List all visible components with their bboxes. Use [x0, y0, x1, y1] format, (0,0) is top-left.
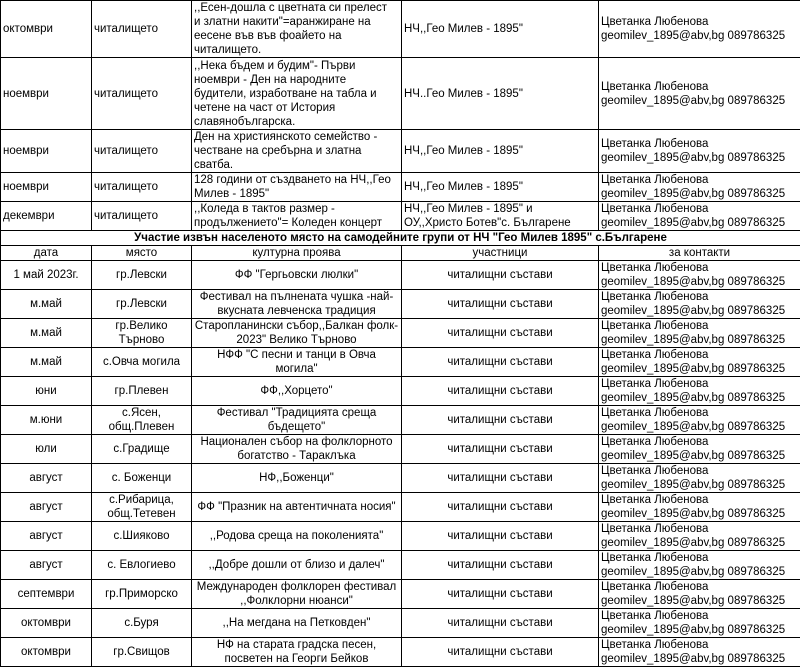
outside-place	[92, 435, 192, 464]
outside-participants-line: читалищни състави	[404, 297, 596, 311]
event-month-line: ноември	[3, 144, 89, 158]
event-place	[92, 173, 192, 202]
outside-event-row	[1, 638, 800, 667]
event-month-line: декември	[3, 209, 89, 223]
header-event: културна проява	[192, 246, 402, 261]
event-description-line: ноември - Ден на народните	[194, 73, 399, 87]
header-participants: участници	[402, 246, 599, 261]
outside-event-row	[1, 493, 800, 522]
outside-date	[1, 435, 92, 464]
outside-place	[92, 551, 192, 580]
outside-contact-line: Цветанка Любенова	[601, 580, 798, 594]
outside-contact	[599, 290, 800, 319]
event-description-line: читалището.	[194, 43, 399, 57]
event-place	[92, 202, 192, 231]
event-place-line: читалището	[94, 144, 189, 158]
event-contact-line: geomilev_1895@abv,bg 089786325	[601, 29, 798, 43]
local-event-row	[1, 58, 800, 130]
outside-contact-line: geomilev_1895@abv,bg 089786325	[601, 623, 798, 637]
outside-participants-line: читалищни състави	[404, 413, 596, 427]
outside-contact-line: geomilev_1895@abv,bg 089786325	[601, 420, 798, 434]
local-event-row	[1, 173, 800, 202]
outside-contact	[599, 319, 800, 348]
event-description-line: 128 години от създването на НЧ,,Гео	[194, 173, 399, 187]
event-contact	[599, 202, 800, 231]
outside-contact-line: Цветанка Любенова	[601, 290, 798, 304]
outside-date-line: август	[3, 500, 89, 514]
outside-date	[1, 493, 92, 522]
event-description-line: еесене във във фоайето на	[194, 29, 399, 43]
outside-date	[1, 580, 92, 609]
outside-contact-line: Цветанка Любенова	[601, 406, 798, 420]
outside-event-line: бъдещето"	[194, 420, 399, 434]
outside-event-row	[1, 348, 800, 377]
outside-event	[192, 406, 402, 435]
event-contact-line: Цветанка Любенова	[601, 80, 798, 94]
outside-place-line: с. Евлогиево	[94, 558, 189, 572]
outside-contact-line: Цветанка Любенова	[601, 493, 798, 507]
outside-date	[1, 609, 92, 638]
outside-contact-line: Цветанка Любенова	[601, 638, 798, 652]
outside-contact	[599, 348, 800, 377]
outside-event-line: Национален събор на фолклорното	[194, 435, 399, 449]
outside-place-line: с. Боженци	[94, 471, 189, 485]
outside-participants-line: читалищни състави	[404, 645, 596, 659]
outside-participants	[402, 319, 599, 348]
outside-participants	[402, 638, 599, 667]
outside-place	[92, 522, 192, 551]
outside-event-line: могила"	[194, 362, 399, 376]
outside-event-line: Фестивал "Традицията среща	[194, 406, 399, 420]
event-month	[1, 202, 92, 231]
outside-place	[92, 493, 192, 522]
outside-event-row	[1, 406, 800, 435]
outside-date	[1, 261, 92, 290]
outside-contact-line: Цветанка Любенова	[601, 609, 798, 623]
outside-event-row	[1, 551, 800, 580]
event-month	[1, 173, 92, 202]
outside-participants-line: читалищни състави	[404, 529, 596, 543]
event-contact	[599, 58, 800, 130]
event-contact	[599, 130, 800, 173]
outside-date-line: август	[3, 471, 89, 485]
outside-event	[192, 522, 402, 551]
section-title: Участие извън населеното място на самодейните групи от НЧ "Гео Милев 1895" с.Българене	[1, 231, 800, 246]
outside-place	[92, 319, 192, 348]
outside-place	[92, 348, 192, 377]
event-contact-line: geomilev_1895@abv,bg 089786325	[601, 151, 798, 165]
header-place: място	[92, 246, 192, 261]
outside-contact-line: geomilev_1895@abv,bg 089786325	[601, 478, 798, 492]
outside-place-line: гр.Левски	[94, 268, 189, 282]
outside-participants-line: читалищни състави	[404, 326, 596, 340]
outside-place-line: гр.Свищов	[94, 645, 189, 659]
outside-contact-line: geomilev_1895@abv,bg 089786325	[601, 275, 798, 289]
outside-date	[1, 551, 92, 580]
outside-participants-line: читалищни състави	[404, 500, 596, 514]
outside-place	[92, 638, 192, 667]
event-description-line: Ден на християнското семейство -	[194, 130, 399, 144]
outside-contact-line: geomilev_1895@abv,bg 089786325	[601, 304, 798, 318]
outside-place	[92, 464, 192, 493]
event-participants	[402, 173, 599, 202]
outside-date	[1, 348, 92, 377]
outside-event-line: ФФ,,Хорцето"	[194, 384, 399, 398]
outside-event	[192, 348, 402, 377]
outside-contact-line: Цветанка Любенова	[601, 377, 798, 391]
outside-date-line: м.май	[3, 326, 89, 340]
event-participants-line: НЧ,,Гео Милев - 1895"	[404, 144, 596, 158]
event-participants	[402, 202, 599, 231]
outside-contact-line: Цветанка Любенова	[601, 551, 798, 565]
outside-place-line: общ.Тетевен	[94, 507, 189, 521]
outside-event-line: ,,Добре дошли от близо и далеч"	[194, 558, 399, 572]
event-month-line: октомври	[3, 22, 89, 36]
event-participants	[402, 58, 599, 130]
event-description-line: славянобългарска.	[194, 115, 399, 129]
outside-event	[192, 290, 402, 319]
outside-event-row	[1, 261, 800, 290]
outside-event-row	[1, 580, 800, 609]
outside-event	[192, 377, 402, 406]
event-description-line: Милев - 1895"	[194, 187, 399, 201]
outside-date-line: м.май	[3, 355, 89, 369]
outside-event-line: НФФ "С песни и танци в Овча	[194, 348, 399, 362]
outside-event-line: ФФ "Гергьовски люлки"	[194, 268, 399, 282]
outside-participants-line: читалищни състави	[404, 442, 596, 456]
outside-event-row	[1, 464, 800, 493]
outside-contact-line: geomilev_1895@abv,bg 089786325	[601, 391, 798, 405]
event-participants-line: НЧ,,Гео Милев - 1895" и	[404, 202, 596, 216]
outside-event-row	[1, 290, 800, 319]
outside-participants	[402, 290, 599, 319]
event-month	[1, 1, 92, 58]
outside-participants-line: читалищни състави	[404, 587, 596, 601]
outside-date-line: август	[3, 558, 89, 572]
outside-contact-line: Цветанка Любенова	[601, 435, 798, 449]
outside-participants-line: читалищни състави	[404, 616, 596, 630]
outside-participants	[402, 609, 599, 638]
outside-contact-line: Цветанка Любенова	[601, 464, 798, 478]
outside-date-line: септември	[3, 587, 89, 601]
outside-event-line: вкусната левченска традиция	[194, 304, 399, 318]
event-participants-line: ОУ,,Христо Ботев"с. Българене	[404, 216, 596, 230]
outside-contact-line: Цветанка Любенова	[601, 319, 798, 333]
outside-date	[1, 377, 92, 406]
outside-participants-line: читалищни състави	[404, 384, 596, 398]
outside-contact-line: geomilev_1895@abv,bg 089786325	[601, 362, 798, 376]
outside-event-row	[1, 522, 800, 551]
outside-contact-line: Цветанка Любенова	[601, 261, 798, 275]
outside-date-line: октомври	[3, 616, 89, 630]
outside-contact	[599, 638, 800, 667]
outside-events-body	[1, 261, 800, 667]
outside-date-line: октомври	[3, 645, 89, 659]
event-place-line: читалището	[94, 87, 189, 101]
outside-contact	[599, 580, 800, 609]
outside-participants	[402, 522, 599, 551]
outside-place-line: гр.Велико	[94, 319, 189, 333]
outside-contact	[599, 377, 800, 406]
outside-event-line: посветен на Георги Бейков	[194, 652, 399, 666]
outside-date-line: август	[3, 529, 89, 543]
event-contact	[599, 173, 800, 202]
event-place-line: читалището	[94, 209, 189, 223]
local-event-row	[1, 1, 800, 58]
event-contact-line: Цветанка Любенова	[601, 202, 798, 216]
event-description-line: сватба.	[194, 158, 399, 172]
outside-place	[92, 377, 192, 406]
outside-contact-line: geomilev_1895@abv,bg 089786325	[601, 333, 798, 347]
outside-event	[192, 493, 402, 522]
outside-participants-line: читалищни състави	[404, 471, 596, 485]
event-contact-line: Цветанка Любенова	[601, 137, 798, 151]
outside-date-line: юни	[3, 384, 89, 398]
local-event-row	[1, 202, 800, 231]
outside-date	[1, 290, 92, 319]
outside-participants	[402, 580, 599, 609]
outside-event	[192, 261, 402, 290]
event-description	[192, 202, 402, 231]
event-month-line: ноември	[3, 87, 89, 101]
event-description-line: ,,Нека бъдем и будим"- Първи	[194, 59, 399, 73]
event-description-line: продължението"= Коледен концерт	[194, 216, 399, 230]
event-place-line: читалището	[94, 22, 189, 36]
outside-event	[192, 609, 402, 638]
event-description-line: будители, изработване на табла и	[194, 87, 399, 101]
event-description	[192, 1, 402, 58]
outside-participants	[402, 435, 599, 464]
outside-place-line: с.Рибарица,	[94, 493, 189, 507]
event-contact-line: Цветанка Любенова	[601, 173, 798, 187]
outside-contact-line: geomilev_1895@abv,bg 089786325	[601, 449, 798, 463]
outside-contact-line: geomilev_1895@abv,bg 089786325	[601, 565, 798, 579]
outside-event-line: 2023" Велико Търново	[194, 333, 399, 347]
outside-participants	[402, 464, 599, 493]
outside-contact	[599, 406, 800, 435]
outside-contact	[599, 493, 800, 522]
local-event-row	[1, 130, 800, 173]
outside-place	[92, 290, 192, 319]
outside-place	[92, 261, 192, 290]
outside-date	[1, 638, 92, 667]
event-description-line: ,,Коледа в тактов размер -	[194, 202, 399, 216]
event-description-line: четене на част от История	[194, 101, 399, 115]
outside-place-line: гр.Левски	[94, 297, 189, 311]
outside-event-row	[1, 377, 800, 406]
outside-place-line: с.Градище	[94, 442, 189, 456]
event-description	[192, 173, 402, 202]
outside-date-line: 1 май 2023г.	[3, 268, 89, 282]
outside-date-line: м.май	[3, 297, 89, 311]
event-participants	[402, 130, 599, 173]
outside-participants	[402, 348, 599, 377]
header-date: дата	[1, 246, 92, 261]
event-description-line: ,,Есен-дошла с цветната си прелест	[194, 1, 399, 15]
outside-event	[192, 319, 402, 348]
outside-event	[192, 638, 402, 667]
outside-event-line: ,,Фолклорни нюанси"	[194, 594, 399, 608]
outside-event-line: НФ,,Боженци"	[194, 471, 399, 485]
outside-event	[192, 435, 402, 464]
outside-place-line: гр.Приморско	[94, 587, 189, 601]
outside-contact-line: geomilev_1895@abv,bg 089786325	[601, 507, 798, 521]
outside-date-line: м.юни	[3, 413, 89, 427]
outside-place-line: с.Буря	[94, 616, 189, 630]
event-participants-line: НЧ..Гео Милев - 1895"	[404, 87, 596, 101]
outside-participants	[402, 493, 599, 522]
outside-contact	[599, 464, 800, 493]
outside-place-line: с.Ясен,	[94, 406, 189, 420]
local-events-section	[1, 1, 800, 231]
event-place	[92, 130, 192, 173]
outside-event-line: ,,Родова среща на поколенията"	[194, 529, 399, 543]
outside-event-line: ФФ "Празник на автентичната носия"	[194, 500, 399, 514]
event-participants-line: НЧ,,Гео Милев - 1895"	[404, 22, 596, 36]
event-place	[92, 1, 192, 58]
event-contact-line: geomilev_1895@abv,bg 089786325	[601, 94, 798, 108]
outside-contact	[599, 551, 800, 580]
outside-place	[92, 580, 192, 609]
event-month	[1, 130, 92, 173]
outside-place-line: общ.Плевен	[94, 420, 189, 434]
outside-contact-line: geomilev_1895@abv,bg 089786325	[601, 652, 798, 666]
event-contact-line: Цветанка Любенова	[601, 15, 798, 29]
event-description	[192, 58, 402, 130]
outside-date	[1, 406, 92, 435]
outside-place	[92, 609, 192, 638]
outside-participants	[402, 261, 599, 290]
outside-contact	[599, 261, 800, 290]
outside-participants-line: читалищни състави	[404, 355, 596, 369]
outside-event	[192, 464, 402, 493]
outside-contact	[599, 522, 800, 551]
outside-event	[192, 551, 402, 580]
outside-participation-section	[1, 231, 800, 261]
event-contact	[599, 1, 800, 58]
event-description-line: и златни накити"=аранжиране на	[194, 15, 399, 29]
outside-participants	[402, 377, 599, 406]
outside-event-line: НФ на старата градска песен,	[194, 638, 399, 652]
outside-participants-line: читалищни състави	[404, 558, 596, 572]
outside-event-line: Фестивал на пълнената чушка -най-	[194, 290, 399, 304]
section-title-row	[1, 231, 800, 246]
outside-event-line: Старопланински събор,,Балкан фолк-	[194, 319, 399, 333]
event-participants-line: НЧ,,Гео Милев - 1895"	[404, 180, 596, 194]
event-month	[1, 58, 92, 130]
outside-event-line: богатство - Тараклъка	[194, 449, 399, 463]
outside-participants-line: читалищни състави	[404, 268, 596, 282]
outside-contact-line: Цветанка Любенова	[601, 522, 798, 536]
event-description-line: честване на сребърна и златна	[194, 144, 399, 158]
outside-contact-line: Цветанка Любенова	[601, 348, 798, 362]
outside-date-line: юли	[3, 442, 89, 456]
outside-date	[1, 464, 92, 493]
header-row	[1, 246, 800, 261]
outside-place-line: гр.Плевен	[94, 384, 189, 398]
outside-place-line: с.Шияково	[94, 529, 189, 543]
event-place-line: читалището	[94, 180, 189, 194]
event-contact-line: geomilev_1895@abv,bg 089786325	[601, 216, 798, 230]
header-contact: за контакти	[599, 246, 800, 261]
outside-date	[1, 522, 92, 551]
outside-event-row	[1, 435, 800, 464]
outside-contact	[599, 609, 800, 638]
event-place	[92, 58, 192, 130]
outside-event-line: ,,На мегдана на Петковден"	[194, 616, 399, 630]
outside-date	[1, 319, 92, 348]
outside-participants	[402, 406, 599, 435]
event-month-line: ноември	[3, 180, 89, 194]
outside-contact-line: geomilev_1895@abv,bg 089786325	[601, 594, 798, 608]
outside-event-line: Международен фолклорен фестивал	[194, 580, 399, 594]
outside-contact	[599, 435, 800, 464]
event-participants	[402, 1, 599, 58]
outside-participants	[402, 551, 599, 580]
event-description	[192, 130, 402, 173]
outside-event	[192, 580, 402, 609]
event-contact-line: geomilev_1895@abv,bg 089786325	[601, 187, 798, 201]
outside-place-line: Търново	[94, 333, 189, 347]
outside-place-line: с.Овча могила	[94, 355, 189, 369]
outside-place	[92, 406, 192, 435]
outside-event-row	[1, 609, 800, 638]
outside-event-row	[1, 319, 800, 348]
outside-contact-line: geomilev_1895@abv,bg 089786325	[601, 536, 798, 550]
